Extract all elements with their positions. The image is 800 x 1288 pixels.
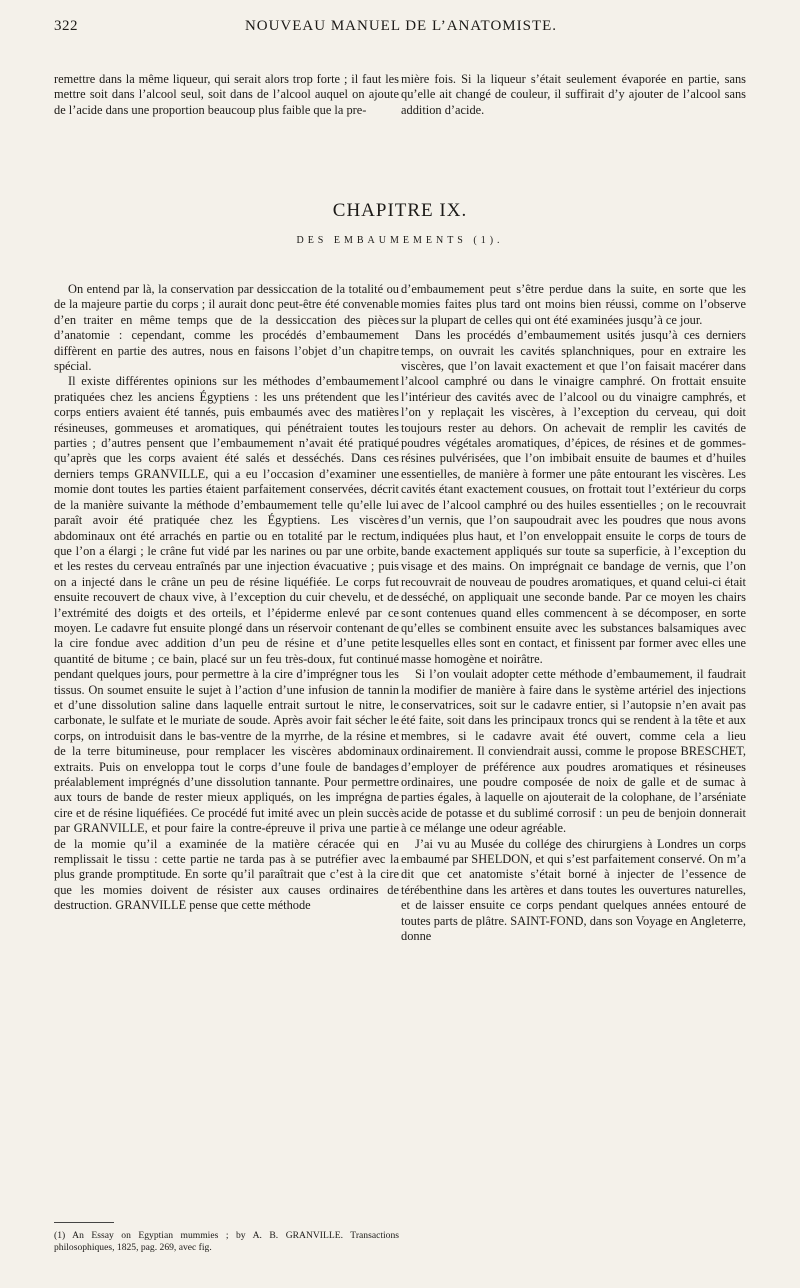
page-number: 322: [54, 18, 78, 34]
footnote: (1) An Essay on Egyptian mummies ; by A. B. GRANVILLE. Transactions philosophiques, 1825, pag. 269, avec fig.: [54, 1230, 399, 1253]
paragraph: d’embaumement peut s’être perdue dans la suite, en sorte que les momies faites plus tard ont moins bien réussi, comme on l’observe sur la plupart de celles qui ont été examinées jusqu’à ce jour.: [401, 282, 746, 327]
running-title: NOUVEAU MANUEL DE L’ANATOMISTE.: [244, 18, 558, 34]
paragraph: Il existe différentes opinions sur les méthodes d’embaumement pratiquées chez les anciens Égyptiens : les uns prétendent que les corps entiers avaient été tannés, puis embaumés avec des matières résineuses, gommeuses et aromatiques, qui pénétraient toutes les parties ; d’autres pensent que l’embaumement n’avait été pratiqué qu’après que les corps avaient été salés et desséchés. Dans ces derniers temps GRANVILLE, qui a eu l’occasion d’examiner une momie dont toutes les parties étaient parfaitement conservées, décrit de la manière suivante la méthode d’embaumement telle qu’elle lui paraît avoir été pratiquée chez les Égyptiens. Les viscères abdominaux ont été arrachés en partie ou en totalité par le rectum, que l’on a élargi ; le crâne fut vidé par les narines ou par une orbite, et les restes du cerveau entraînés par une injection évacuative ; puis on a injecté dans le crâne un peu de résine liquéfiée. Le corps fut ensuite recouvert de chaux vive, à l’exception du cuir chevelu, et de l’extrémité des doigts et des orteils, et l’épiderme enlevé par ce moyen. Le cadavre fut ensuite plongé dans un réservoir contenant de la cire fondue avec addition d’un peu de résine et d’une petite quantité de bitume ; ce bain, placé sur un feu très-doux, fut continué pendant quelques jours, pour permettre à la cire d’imprégner tous les tissus. On soumet ensuite le sujet à l’action d’une infusion de tannin et d’une dissolution saline dans laquelle entrait surtout le nitre, le carbonate, le sulfate et le muriate de soude. Après avoir fait sécher le corps, on introduisit dans le bas-ventre de la myrrhe, de la résine et de la terre bitumineuse, pour remplacer les viscères abdominaux extraits. Puis on enveloppa tout le corps d’une foule de bandages préalablement imprégnés d’une dissolution tannante. Pour permettre aux tours de bande de rester mieux appliqués, on les imprégna de cire et de résine liquéfiées. Ce procédé fut imité avec un plein succès par GRANVILLE, et pour faire la contre-épreuve il priva une partie de la momie qu’il a examinée de la matière céracée qui en remplissait le tissu : cette partie ne tarda pas à se putréfier avec la plus grande promptitude. En sorte qu’il paraîtrait que c’est à la cire que les momies doivent de résister aux causes ordinaires de destruction. GRANVILLE pense que cette méthode: [54, 374, 399, 913]
carryover-text-right: [401, 72, 746, 118]
right-column: [401, 282, 746, 1272]
paragraph: remettre dans la même liqueur, qui serait alors trop forte ; il faut les mettre soit dans l’alcool seul, soit dans de l’alcool auquel on ajoute de l’acide dans une proportion beaucoup plus faible que la pre-: [54, 72, 399, 117]
paragraph: mière fois. Si la liqueur s’était seulement évaporée en partie, sans qu’elle ait changé de couleur, il suffirait d’y ajouter de l’alcool sans addition d’acide.: [401, 72, 746, 117]
paragraph: J’ai vu au Musée du collége des chirurgiens à Londres un corps embaumé par SHELDON, et qui s’est parfaitement conservé. On m’a dit que cet anatomiste s’était borné à injecter de l’essence de térébenthine dans les artères et dans toutes les ouvertures naturelles, et de laisser ensuite ce corps pendant quelques années entouré de toutes parts de plâtre. SAINT-FOND, dans son Voyage en Angleterre, donne: [401, 836, 746, 944]
paragraph: Dans les procédés d’embaumement usités jusqu’à ces derniers temps, on ouvrait les cavités splanchniques, pour en extraire les viscères, que l’on lavait exactement et que l’on faisait macérer dans l’alcool camphré ou dans le vinaigre camphré. On frottait ensuite l’intérieur des cavités avec de l’alcool ou du vinaigre camphrés, et l’on y replaçait les viscères, à l’exception du cerveau, qui doit toujours rester au dehors. On achevait de remplir les cavités de poudres végétales aromatiques, d’épices, de résines et de gommes-résines pulvérisées, que l’on imbibait ensuite de baumes et d’huiles essentielles, de manière à former une pâte entourant les viscères. Les cavités étant exactement cousues, on frottait tout l’extérieur du corps avec de l’alcool camphré ou des huiles essentielles ; on le recouvrait d’un vernis, que l’on saupoudrait avec les poudres que nous avons indiquées plus haut, et l’on enveloppait ensuite le corps de tours de bande exactement appliqués sur toute sa superficie, à l’exception du visage et des mains. On imprégnait ce bandage de vernis, que l’on recouvrait de nouveau de poudres aromatiques, et quand celui-ci était desséché, on appliquait une seconde bande. Par ce moyen les chairs sont contenues quand elles commencent à se décomposer, en sorte qu’elles se combinent ensuite avec les substances balsamiques avec lesquelles elles sont en contact, et finissent par former avec elles une masse homogène et noirâtre.: [401, 328, 746, 666]
running-header: [54, 18, 748, 40]
chapter-title: CHAPITRE IX.: [332, 200, 468, 221]
footnote-divider: [54, 1222, 114, 1223]
paragraph: Si l’on voulait adopter cette méthode d’embaumement, il faudrait la modifier de manière à faire dans le système artériel des injections conservatrices, soit sur le cadavre entier, si l’autopsie n’en avait pas été faite, soit dans les principaux troncs qui se rendent à la tête et aux membres, si le cadavre avait été ouvert, comme cela a lieu ordinairement. Il conviendrait aussi, comme le propose BRESCHET, d’employer de préférence aux poudres aromatiques et résineuses ordinaires, une poudre composée de noix de galle et de sumac à parties égales, à laquelle on ajouterait de la colophane, de l’arséniate acide de potasse et du sublimé corrosif : un peu de benjoin donnerait à ce mélange une odeur agréable.: [401, 667, 746, 836]
chapter-subtitle: DES EMBAUMEMENTS (1).: [296, 235, 504, 246]
carryover-text-left: [54, 72, 399, 118]
paragraph: On entend par là, la conservation par dessiccation de la totalité ou de la majeure partie du corps ; il aurait donc peut-être été convenable d’en traiter en même temps que de la dessiccation des pièces d’anatomie : cependant, comme les procédés d’embaumement diffèrent en partie des autres, nous en faisons l’objet d’un chapitre spécial.: [54, 282, 399, 374]
left-column: [54, 282, 399, 1212]
